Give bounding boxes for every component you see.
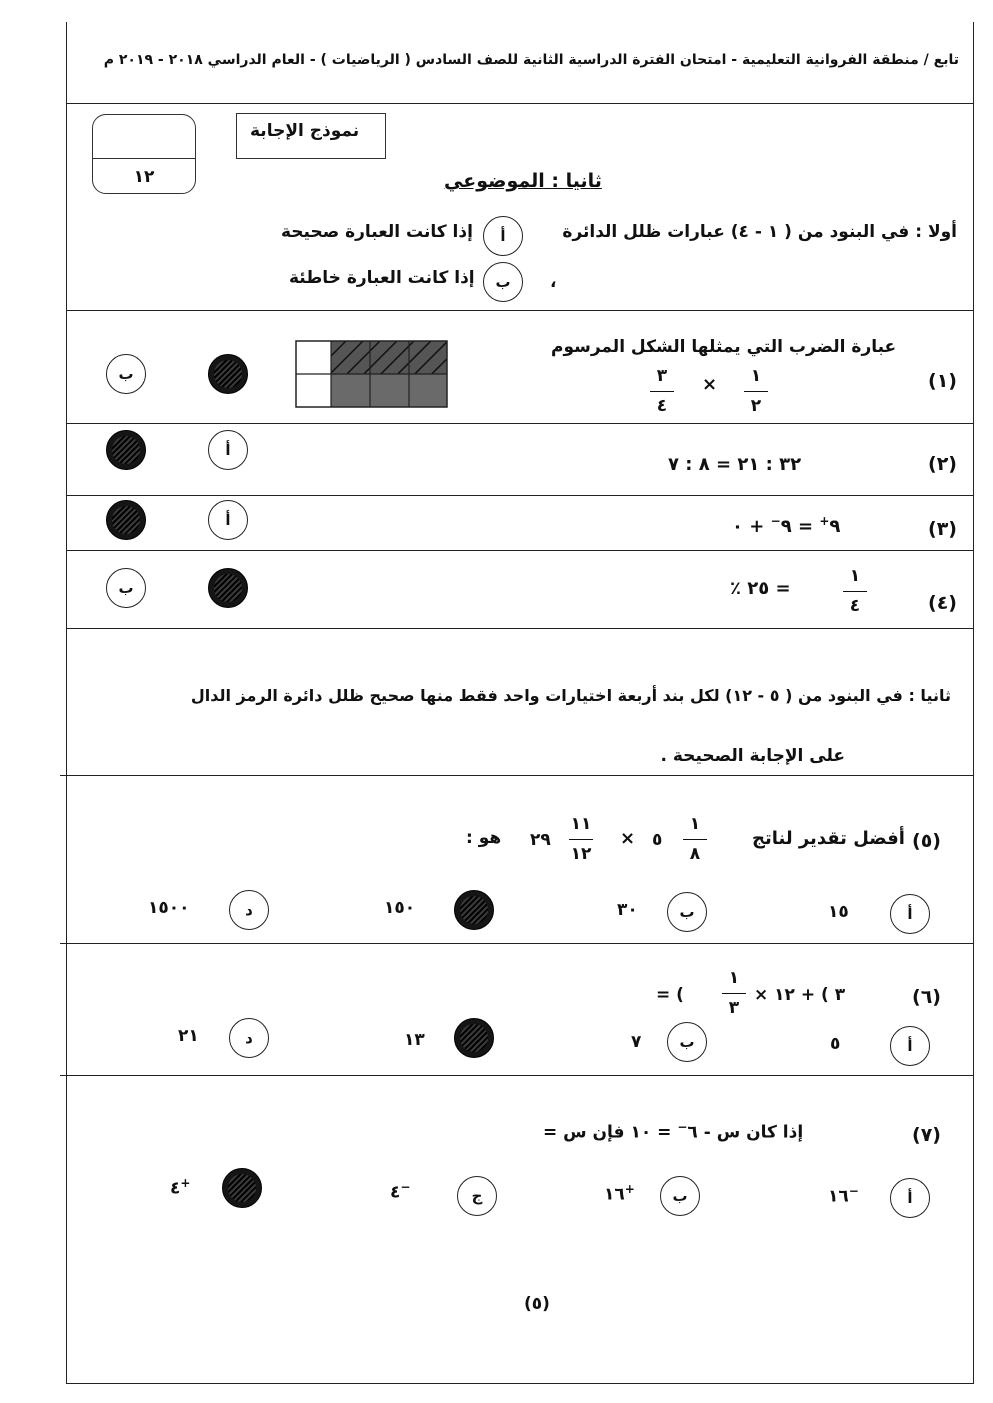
- true-symbol-circle: أ: [483, 216, 523, 256]
- item7-option-a-value: ١٦−: [828, 1184, 859, 1207]
- item6-fraction-third: ١ ٣: [722, 970, 746, 1017]
- item2-expression: ٣٢ : ٢١ = ٨ : ٧: [668, 454, 802, 475]
- item4-option-true-shaded[interactable]: [208, 568, 248, 608]
- item4-number: (٤): [928, 592, 957, 614]
- divider: [60, 943, 974, 944]
- item7-option-a[interactable]: أ: [890, 1178, 930, 1218]
- header-divider: [66, 103, 974, 104]
- item5-suffix: هو :: [466, 828, 502, 848]
- part2-intro-line1: ثانيا : في البنود من ( ٥ - ١٢) لكل بند أربعة اختيارات واحد فقط منها صحيح ظلل دائرة الرمز الدال: [190, 686, 951, 705]
- item7-number: (٧): [912, 1124, 941, 1146]
- item1-fraction-half: ١ ٢: [744, 368, 768, 415]
- divider: [66, 495, 974, 496]
- part2-intro-line2: على الإجابة الصحيحة .: [660, 746, 845, 766]
- item5-fraction-eleven-twelfths: ١١ ١٢: [570, 814, 592, 864]
- true-text: إذا كانت العبارة صحيحة: [281, 222, 473, 242]
- item1-fraction-three-quarters: ٣ ٤: [650, 368, 674, 415]
- divider: [60, 775, 974, 776]
- item7-option-c[interactable]: ج: [457, 1176, 497, 1216]
- item7-option-b[interactable]: ب: [660, 1176, 700, 1216]
- item1-option-false[interactable]: ب: [106, 354, 146, 394]
- item5-fraction-one-eighth: ١ ٨: [683, 816, 707, 863]
- item7-option-b-value: ١٦+: [604, 1182, 635, 1205]
- item1-option-true-shaded[interactable]: [208, 354, 248, 394]
- false-symbol-circle: ب: [483, 262, 523, 302]
- item3-expression: ٩+ = ٩− + ٠: [732, 514, 841, 537]
- item6-option-d-value: ٢١: [178, 1026, 199, 1046]
- item7-option-c-value: ٤−: [390, 1180, 411, 1203]
- score-box: [92, 114, 196, 194]
- item3-number: (٣): [928, 518, 957, 540]
- item6-option-b[interactable]: ب: [667, 1022, 707, 1062]
- divider: [60, 1075, 974, 1076]
- divider: [66, 628, 974, 629]
- item2-option-true[interactable]: أ: [208, 430, 248, 470]
- item6-option-c-value: ١٣: [404, 1030, 425, 1050]
- item4-expression: ٪ ٢٥ =: [730, 578, 791, 599]
- item5-whole-b: ٢٩: [530, 830, 551, 850]
- item3-option-false-shaded[interactable]: [106, 500, 146, 540]
- item6-number: (٦): [912, 986, 941, 1008]
- item6-option-a-value: ٥: [830, 1034, 841, 1054]
- item5-text: أفضل تقدير لناتج: [752, 828, 905, 849]
- item1-operator: ×: [702, 374, 718, 395]
- item6-expression-left: × ٣ ) + ١٢: [754, 985, 846, 1005]
- item5-option-d[interactable]: د: [229, 890, 269, 930]
- item6-option-a[interactable]: أ: [890, 1026, 930, 1066]
- part1-intro: أولا : في البنود من ( ١ - ٤) عبارات ظلل الدائرة: [562, 222, 957, 242]
- item6-option-d[interactable]: د: [229, 1018, 269, 1058]
- item5-option-c-shaded[interactable]: [454, 890, 494, 930]
- item7-text: إذا كان س - ٦− = ١٠ فإن س =: [543, 1120, 804, 1143]
- item5-operator: ×: [620, 828, 636, 849]
- item6-option-b-value: ٧: [631, 1032, 642, 1052]
- item7-option-d-value: ٤+: [170, 1176, 191, 1199]
- page-number: (٥): [524, 1294, 550, 1314]
- item5-option-d-value: ١٥٠٠: [148, 898, 190, 918]
- item5-option-b-value: ٣٠: [617, 900, 638, 920]
- comma: ،: [550, 272, 557, 292]
- item1-text: عبارة الضرب التي يمثلها الشكل المرسوم: [551, 337, 897, 357]
- divider: [66, 423, 974, 424]
- item4-fraction-quarter: ١ ٤: [843, 568, 867, 615]
- item5-whole-a: ٥: [652, 830, 663, 850]
- item7-option-d-shaded[interactable]: [222, 1168, 262, 1208]
- area-model-figure: [295, 340, 449, 408]
- false-text: إذا كانت العبارة خاطئة: [289, 268, 475, 288]
- item2-option-false-shaded[interactable]: [106, 430, 146, 470]
- exam-header: تابع / منطقة الفروانية التعليمية - امتحان الفترة الدراسية الثانية للصف السادس ( الرياضيات ) - العام الدراسي ٢٠١٨ - ٢٠١٩ م: [103, 52, 959, 68]
- section-title: ثانيا : الموضوعي: [444, 170, 602, 192]
- item5-option-b[interactable]: ب: [667, 892, 707, 932]
- item2-number: (٢): [928, 453, 957, 475]
- item1-number: (١): [928, 370, 957, 392]
- item6-expression-right: = (: [656, 985, 684, 1005]
- answer-model-label: نموذج الإجابة: [250, 121, 360, 141]
- item5-option-a-value: ١٥: [828, 902, 849, 922]
- score-value: ١٢: [133, 167, 155, 187]
- item4-option-false[interactable]: ب: [106, 568, 146, 608]
- divider: [66, 310, 974, 311]
- item3-option-true[interactable]: أ: [208, 500, 248, 540]
- divider: [66, 550, 974, 551]
- item5-number: (٥): [912, 830, 941, 852]
- item5-option-a[interactable]: أ: [890, 894, 930, 934]
- item5-option-c-value: ١٥٠: [384, 898, 416, 918]
- item6-option-c-shaded[interactable]: [454, 1018, 494, 1058]
